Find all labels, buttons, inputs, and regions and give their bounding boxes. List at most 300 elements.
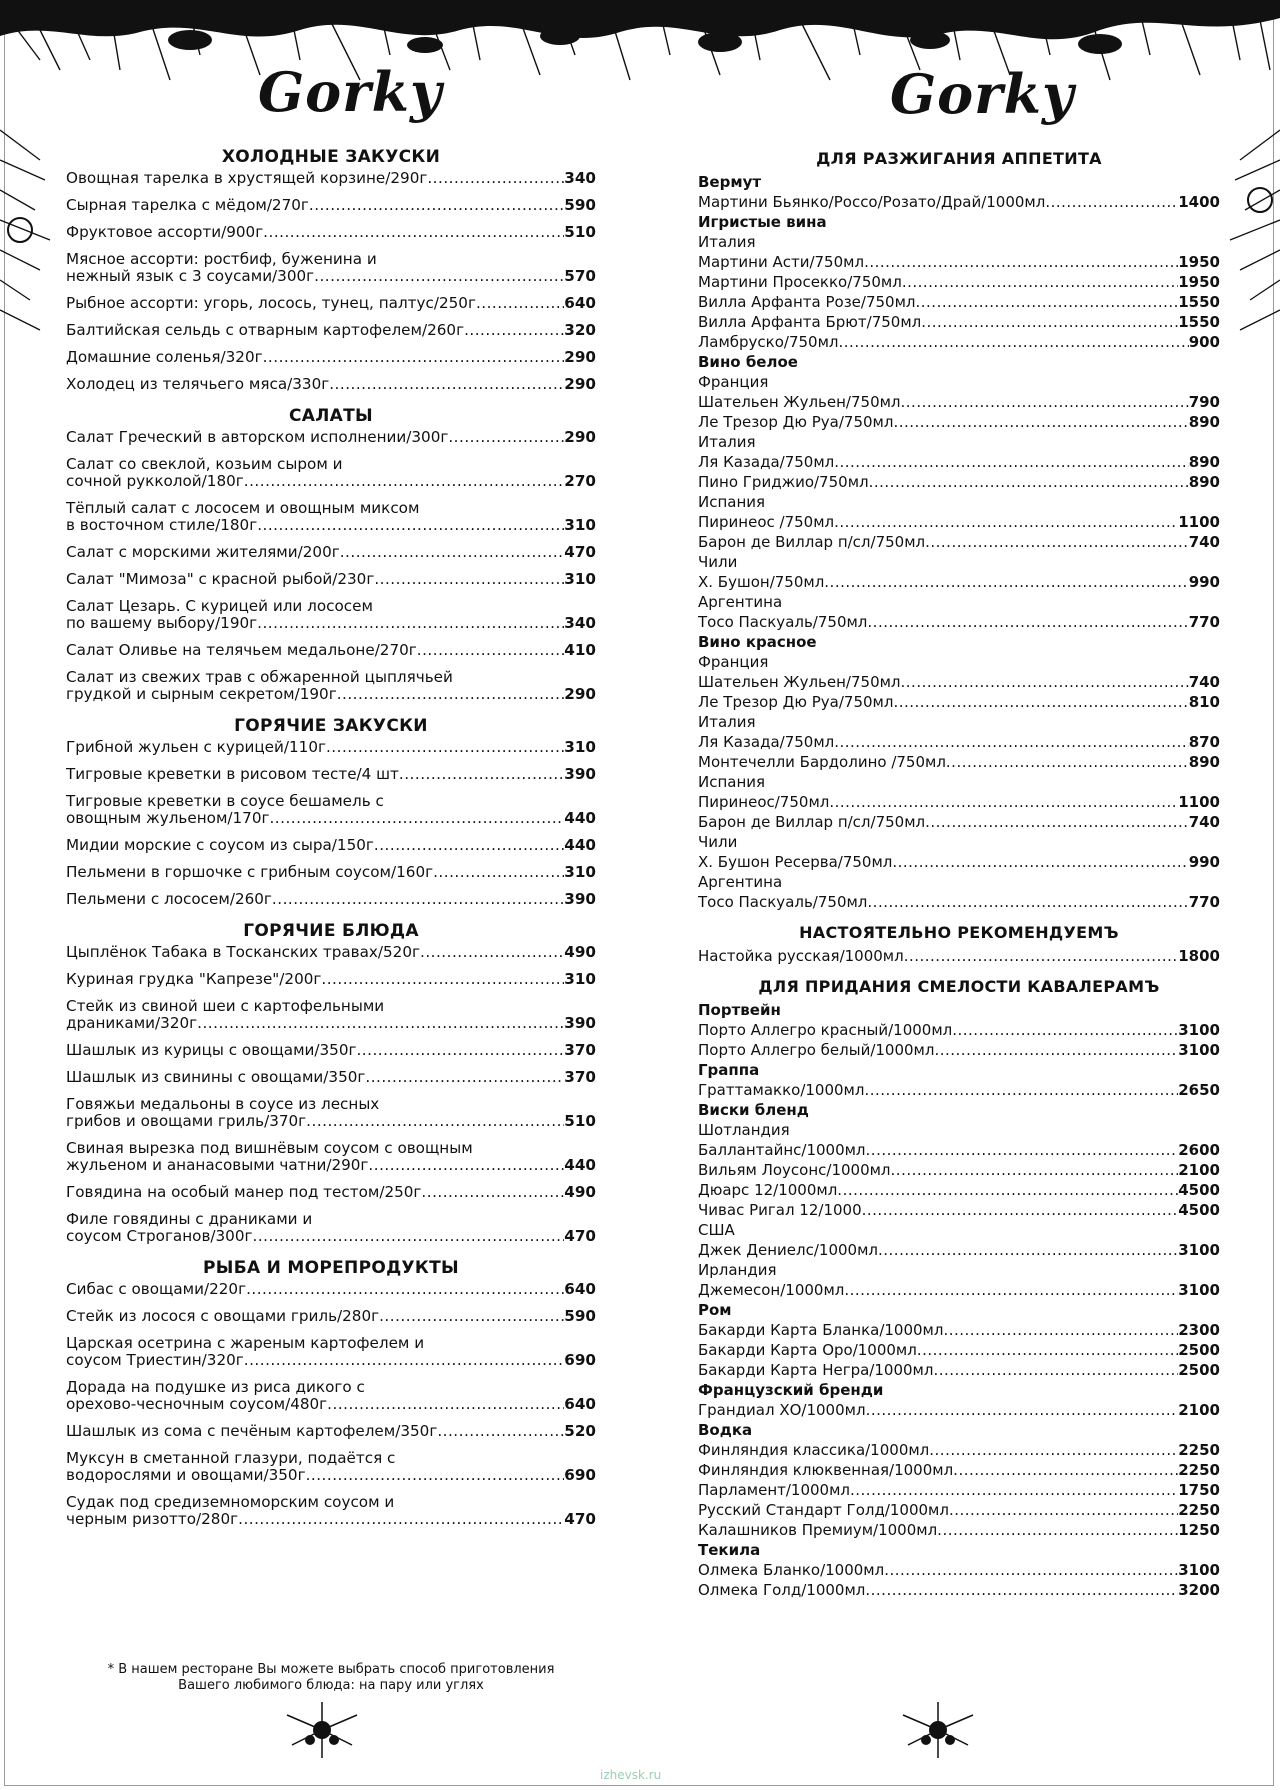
menu-item	[66, 891, 596, 908]
menu-item-name: Шашлык из свинины с овощами/350г	[66, 1068, 366, 1086]
menu-item-row	[66, 739, 596, 756]
menu-item-name: соусом Триестин/320г	[66, 1351, 244, 1369]
drink-price: 990	[1188, 573, 1220, 591]
menu-item	[66, 349, 596, 366]
menu-item-name: овощным жульеном/170г	[66, 809, 270, 827]
menu-item-name: Грибной жульен с курицей/110г	[66, 738, 326, 756]
menu-item-price: 640	[564, 1280, 596, 1298]
section-gap	[698, 966, 1220, 974]
drink-item	[698, 692, 1220, 712]
drink-country: Франция	[698, 373, 769, 391]
drink-name: Ля Казада/750мл	[698, 453, 835, 471]
menu-item-name: Дорада на подушке из риса дикого с	[66, 1378, 365, 1396]
menu-item-name: Цыплёнок Табака в Тосканских травах/520г	[66, 943, 420, 961]
menu-item-name: Сибас с овощами/220г	[66, 1280, 247, 1298]
menu-item-price: 490	[564, 1183, 596, 1201]
drink-item	[698, 1160, 1220, 1180]
dot-leader	[834, 452, 1188, 472]
drink-price: 3100	[1178, 1561, 1220, 1579]
drink-name: Тосо Паскуаль/750мл	[698, 613, 868, 631]
brand-logo-right: Gorky	[890, 62, 1075, 126]
menu-item-price: 690	[564, 1351, 596, 1369]
menu-item	[66, 1379, 596, 1413]
drink-country: Испания	[698, 773, 766, 791]
dot-leader	[850, 1480, 1178, 1500]
menu-item-row	[66, 473, 596, 490]
menu-item-row	[66, 376, 596, 393]
drink-category: Вино белое	[698, 353, 798, 371]
menu-item-row	[66, 971, 596, 988]
menu-item	[66, 1335, 596, 1369]
drink-item	[698, 946, 1220, 966]
drink-item	[698, 792, 1220, 812]
menu-item-row	[66, 517, 596, 534]
drink-price: 890	[1188, 413, 1220, 431]
dot-leader	[892, 852, 1188, 872]
drink-item	[698, 1500, 1220, 1520]
menu-item-row	[66, 1511, 596, 1528]
dot-leader	[884, 1560, 1178, 1580]
dot-leader	[844, 1280, 1178, 1300]
drink-price: 2650	[1178, 1081, 1220, 1099]
dot-leader	[306, 1113, 564, 1130]
menu-item-price: 310	[564, 570, 596, 588]
menu-item-price: 290	[564, 685, 596, 703]
section-title: ГОРЯЧИЕ ЗАКУСКИ	[234, 716, 428, 736]
drink-name: Русский Стандарт Голд/1000мл	[698, 1501, 949, 1519]
drink-price: 900	[1188, 333, 1220, 351]
dot-leader	[917, 1340, 1178, 1360]
menu-item-row	[66, 944, 596, 961]
drink-price: 2300	[1178, 1321, 1220, 1339]
drink-name: Джек Дениелс/1000мл	[698, 1241, 878, 1259]
dot-leader	[269, 810, 564, 827]
dot-leader	[433, 864, 564, 881]
drink-price: 2600	[1178, 1141, 1220, 1159]
menu-item-row	[66, 837, 596, 854]
menu-item-name: жульеном и ананасовыми чатни/290г	[66, 1156, 369, 1174]
menu-item-name: Балтийская сельдь с отварным картофелем/260г	[66, 321, 465, 339]
dot-leader	[329, 376, 564, 393]
dot-leader	[952, 1020, 1178, 1040]
dot-leader	[464, 322, 564, 339]
menu-item-name: Пельмени в горшочке с грибным соусом/160г	[66, 863, 434, 881]
dot-leader	[893, 412, 1188, 432]
menu-item-row	[66, 349, 596, 366]
dot-leader	[878, 1240, 1178, 1260]
drink-price: 2500	[1178, 1341, 1220, 1359]
menu-item-row	[66, 642, 596, 659]
dot-leader	[862, 1200, 1179, 1220]
drink-category: Текила	[698, 1541, 761, 1559]
dot-leader	[904, 946, 1179, 966]
menu-item-name: грудкой и сырным секретом/190г	[66, 685, 337, 703]
drink-item	[698, 1180, 1220, 1200]
drink-price: 1400	[1178, 193, 1220, 211]
site-watermark: izhevsk.ru	[600, 1768, 662, 1782]
menu-item	[66, 1211, 596, 1245]
drink-name: Парламент/1000мл	[698, 1481, 850, 1499]
menu-item-name: Муксун в сметанной глазури, подаётся с	[66, 1449, 396, 1467]
menu-item-name: Пельмени с лососем/260г	[66, 890, 272, 908]
drink-name: Ле Трезор Дю Руа/750мл	[698, 413, 894, 431]
dot-leader	[356, 1042, 564, 1059]
menu-item-row	[66, 686, 596, 703]
drink-name: Вильям Лоусонс/1000мл	[698, 1161, 891, 1179]
menu-item	[66, 429, 596, 446]
drink-name: Олмека Голд/1000мл	[698, 1581, 866, 1599]
dot-leader	[866, 1400, 1179, 1420]
menu-item-row	[66, 1113, 596, 1130]
menu-item-price: 390	[564, 765, 596, 783]
menu-item-row	[66, 1228, 596, 1245]
section-title: ХОЛОДНЫЕ ЗАКУСКИ	[221, 147, 441, 167]
section-title: ГОРЯЧИЕ БЛЮДА	[243, 921, 419, 941]
drink-item	[698, 1320, 1220, 1340]
menu-item	[66, 376, 596, 393]
drink-price: 890	[1188, 473, 1220, 491]
dot-leader	[420, 944, 564, 961]
dot-leader	[340, 544, 565, 561]
drink-price: 2100	[1178, 1161, 1220, 1179]
menu-item-price: 490	[564, 943, 596, 961]
menu-item-name: Куриная грудка "Капрезе"/200г	[66, 970, 322, 988]
drink-price: 740	[1188, 533, 1220, 551]
footnote-line: Вашего любимого блюда: на пару или углях	[178, 1678, 484, 1693]
menu-item	[66, 500, 596, 534]
dot-leader	[921, 312, 1178, 332]
dot-leader	[866, 1140, 1179, 1160]
drink-name: Пино Гриджио/750мл	[698, 473, 869, 491]
drink-item	[698, 452, 1220, 472]
menu-item-name: Тигровые креветки в рисовом тесте/4 шт	[66, 765, 399, 783]
dot-leader	[829, 792, 1178, 812]
menu-item	[66, 1308, 596, 1325]
menu-item-name: Фруктовое ассорти/900г	[66, 223, 264, 241]
menu-item	[66, 739, 596, 756]
menu-item-row	[66, 1352, 596, 1369]
dot-leader	[427, 170, 564, 187]
menu-item-row	[66, 891, 596, 908]
dot-leader	[933, 1360, 1178, 1380]
dot-leader	[399, 766, 564, 783]
drink-country: Шотландия	[698, 1121, 790, 1139]
menu-item-name: Овощная тарелка в хрустящей корзине/290г	[66, 169, 428, 187]
drink-country: Ирландия	[698, 1261, 777, 1279]
drink-country: Аргентина	[698, 593, 783, 611]
menu-item-price: 290	[564, 348, 596, 366]
drink-price: 1800	[1178, 947, 1220, 965]
menu-item-row	[66, 295, 596, 312]
drink-category: Вермут	[698, 173, 762, 191]
section-title: НАСТОЯТЕЛЬНО РЕКОМЕНДУЕМЪ	[799, 923, 1119, 942]
menu-item-name: по вашему выбору/190г	[66, 614, 258, 632]
dot-leader	[946, 752, 1189, 772]
menu-item	[66, 1494, 596, 1528]
drink-item	[698, 1020, 1220, 1040]
drink-item	[698, 1080, 1220, 1100]
dot-leader	[901, 392, 1189, 412]
dot-leader	[925, 532, 1189, 552]
dot-leader	[867, 612, 1188, 632]
menu-item-row	[66, 1069, 596, 1086]
drink-price: 990	[1188, 853, 1220, 871]
drink-category: Игристые вина	[698, 213, 827, 231]
menu-item	[66, 971, 596, 988]
dot-leader	[374, 837, 564, 854]
menu-item-row	[66, 615, 596, 632]
drink-item	[698, 1520, 1220, 1540]
menu-item	[66, 571, 596, 588]
dot-leader	[327, 1396, 564, 1413]
menu-item-price: 470	[564, 1510, 596, 1528]
drink-price: 740	[1188, 813, 1220, 831]
dot-leader	[448, 429, 564, 446]
menu-item	[66, 766, 596, 783]
dot-leader	[937, 1520, 1178, 1540]
drink-country: Испания	[698, 493, 766, 511]
drink-item	[698, 252, 1220, 272]
menu-item-row	[66, 1308, 596, 1325]
dot-leader	[943, 1320, 1178, 1340]
menu-item	[66, 251, 596, 285]
menu-item	[66, 1184, 596, 1201]
menu-item	[66, 998, 596, 1032]
dot-leader	[949, 1500, 1178, 1520]
menu-item	[66, 944, 596, 961]
drink-name: Вилла Арфанта Брют/750мл	[698, 313, 922, 331]
drink-name: Х. Бушон/750мл	[698, 573, 825, 591]
dot-leader	[867, 892, 1188, 912]
menu-item-price: 470	[564, 1227, 596, 1245]
menu-item-price: 290	[564, 375, 596, 393]
drink-price: 3100	[1178, 1041, 1220, 1059]
dot-leader	[197, 1015, 564, 1032]
menu-item-price: 310	[564, 970, 596, 988]
drink-category: Портвейн	[698, 1001, 781, 1019]
drink-name: Шательен Жульен/750мл	[698, 393, 901, 411]
menu-item	[66, 170, 596, 187]
drink-item	[698, 1360, 1220, 1380]
drink-category: Водка	[698, 1421, 753, 1439]
drink-item	[698, 1440, 1220, 1460]
menu-item	[66, 295, 596, 312]
dot-leader	[916, 292, 1179, 312]
menu-item-row	[66, 1423, 596, 1440]
drink-price: 1100	[1178, 513, 1220, 531]
menu-item-name: Стейк из свиной шеи с картофельными	[66, 997, 385, 1015]
drink-name: Граттамакко/1000мл	[698, 1081, 865, 1099]
menu-item-price: 340	[564, 169, 596, 187]
menu-item-row	[66, 224, 596, 241]
drink-name: Пиринеос /750мл	[698, 513, 835, 531]
menu-item	[66, 1042, 596, 1059]
menu-item	[66, 864, 596, 881]
drink-item	[698, 852, 1220, 872]
drink-item	[698, 1560, 1220, 1580]
section-title: ДЛЯ РАЗЖИГАНИЯ АППЕТИТА	[816, 149, 1102, 168]
drink-name: Х. Бушон Ресерва/750мл	[698, 853, 893, 871]
menu-item-price: 440	[564, 836, 596, 854]
drink-country: Италия	[698, 233, 756, 251]
dot-leader	[869, 472, 1189, 492]
drink-name: Порто Аллегро белый/1000мл	[698, 1041, 935, 1059]
drink-price: 870	[1188, 733, 1220, 751]
drink-country: Франция	[698, 653, 769, 671]
menu-item-name: черным ризотто/280г	[66, 1510, 239, 1528]
drink-category: Вино красное	[698, 633, 817, 651]
drink-category: Граппа	[698, 1061, 760, 1079]
drink-name: Дюарс 12/1000мл	[698, 1181, 838, 1199]
menu-item-name: Салат из свежих трав с обжаренной цыплячьей	[66, 668, 453, 686]
dot-leader	[824, 572, 1188, 592]
drink-item	[698, 1280, 1220, 1300]
drink-name: Монтечелли Бардолино /750мл	[698, 753, 946, 771]
dot-leader	[374, 571, 564, 588]
menu-item-name: Мидии морские с соусом из сыра/150г	[66, 836, 374, 854]
drink-name: Мартини Асти/750мл	[698, 253, 865, 271]
menu-item-row	[66, 170, 596, 187]
menu-item-name: орехово-чесночным соусом/480г	[66, 1395, 328, 1413]
drink-name: Бакарди Карта Бланка/1000мл	[698, 1321, 944, 1339]
menu-item	[66, 197, 596, 214]
section-title: РЫБА И МОРЕПРОДУКТЫ	[203, 1258, 459, 1278]
drink-price: 790	[1188, 393, 1220, 411]
drink-item	[698, 1460, 1220, 1480]
drink-item	[698, 732, 1220, 752]
dot-leader	[925, 812, 1189, 832]
section-gap	[698, 912, 1220, 920]
drink-item	[698, 512, 1220, 532]
drink-name: Олмека Бланко/1000мл	[698, 1561, 885, 1579]
menu-item-name: Домашние соленья/320г	[66, 348, 263, 366]
menu-item-price: 510	[564, 1112, 596, 1130]
menu-item-row	[66, 810, 596, 827]
dot-leader	[834, 512, 1178, 532]
dot-leader	[257, 517, 564, 534]
drink-name: Настойка русская/1000мл	[698, 947, 904, 965]
menu-item-price: 440	[564, 1156, 596, 1174]
menu-item-price: 690	[564, 1466, 596, 1484]
drink-name: Финляндия клюквенная/1000мл	[698, 1461, 954, 1479]
pine-ornament-right	[898, 1700, 978, 1760]
dot-leader	[864, 1080, 1178, 1100]
menu-item-name: Рыбное ассорти: угорь, лосось, тунец, палтус/250г	[66, 294, 476, 312]
dot-leader	[476, 295, 564, 312]
dot-leader	[891, 1160, 1179, 1180]
dot-leader	[244, 1352, 565, 1369]
menu-item-name: Филе говядины с драниками и	[66, 1210, 313, 1228]
dot-leader	[837, 1180, 1178, 1200]
dot-leader	[834, 732, 1188, 752]
dot-leader	[1045, 192, 1178, 212]
drink-price: 2250	[1178, 1461, 1220, 1479]
menu-item	[66, 793, 596, 827]
menu-item-name: Салат со свеклой, козьим сыром и	[66, 455, 343, 473]
drink-item	[698, 1040, 1220, 1060]
menu-item-name: соусом Строганов/300г	[66, 1227, 253, 1245]
dot-leader	[314, 268, 564, 285]
drink-item	[698, 752, 1220, 772]
menu-item-row	[66, 429, 596, 446]
drink-name: Барон де Виллар п/сл/750мл	[698, 813, 926, 831]
drink-category: Виски бленд	[698, 1101, 809, 1119]
menu-item-name: Шашлык из курицы с овощами/350г	[66, 1041, 357, 1059]
menu-item-row	[66, 544, 596, 561]
drink-name: Грандиал ХО/1000мл	[698, 1401, 866, 1419]
drink-price: 740	[1188, 673, 1220, 691]
menu-item-row	[66, 268, 596, 285]
pine-ornament-left	[282, 1700, 362, 1760]
menu-item-name: Стейк из лосося с овощами гриль/280г	[66, 1307, 380, 1325]
dot-leader	[253, 1228, 565, 1245]
drink-item	[698, 612, 1220, 632]
drink-item	[698, 1340, 1220, 1360]
dot-leader	[309, 197, 564, 214]
drink-price: 1550	[1178, 293, 1220, 311]
drink-name: Ля Казада/750мл	[698, 733, 835, 751]
menu-item-row	[66, 1281, 596, 1298]
menu-item-name: сочной рукколой/180г	[66, 472, 244, 490]
menu-item-row	[66, 571, 596, 588]
drink-name: Чивас Ригал 12/1000	[698, 1201, 862, 1219]
menu-item-price: 510	[564, 223, 596, 241]
menu-item-price: 520	[564, 1422, 596, 1440]
drink-item	[698, 1400, 1220, 1420]
dot-leader	[263, 349, 565, 366]
menu-item-row	[66, 864, 596, 881]
drink-item	[698, 332, 1220, 352]
drink-price: 810	[1188, 693, 1220, 711]
drinks-menu-column	[698, 146, 1220, 1600]
menu-item-price: 310	[564, 738, 596, 756]
drink-item	[698, 1140, 1220, 1160]
dot-leader	[437, 1423, 564, 1440]
dot-leader	[306, 1467, 565, 1484]
menu-item-name: Свиная вырезка под вишнёвым соусом с овощным	[66, 1139, 473, 1157]
dot-leader	[929, 1440, 1178, 1460]
left-pine-decoration	[0, 120, 60, 350]
menu-item	[66, 224, 596, 241]
menu-item-name: Тёплый салат с лососем и овощным миксом	[66, 499, 420, 517]
menu-item	[66, 1450, 596, 1484]
dot-leader	[901, 672, 1189, 692]
dot-leader	[365, 1069, 564, 1086]
menu-item	[66, 1423, 596, 1440]
drink-price: 890	[1188, 753, 1220, 771]
drink-item	[698, 292, 1220, 312]
drink-name: Мартини Просекко/750мл	[698, 273, 902, 291]
drink-price: 2250	[1178, 1501, 1220, 1519]
drink-item	[698, 812, 1220, 832]
menu-item-name: грибов и овощами гриль/370г	[66, 1112, 307, 1130]
drink-country: Чили	[698, 553, 738, 571]
menu-item-name: в восточном стиле/180г	[66, 516, 258, 534]
dot-leader	[421, 1184, 564, 1201]
menu-item-price: 340	[564, 614, 596, 632]
drink-item	[698, 312, 1220, 332]
menu-item	[66, 1281, 596, 1298]
drink-category: Французский бренди	[698, 1381, 884, 1399]
menu-item-price: 310	[564, 516, 596, 534]
dot-leader	[257, 615, 564, 632]
menu-item	[66, 669, 596, 703]
dot-leader	[238, 1511, 564, 1528]
drink-item	[698, 1580, 1220, 1600]
dot-leader	[865, 1580, 1178, 1600]
menu-item-row	[66, 1042, 596, 1059]
drink-item	[698, 412, 1220, 432]
